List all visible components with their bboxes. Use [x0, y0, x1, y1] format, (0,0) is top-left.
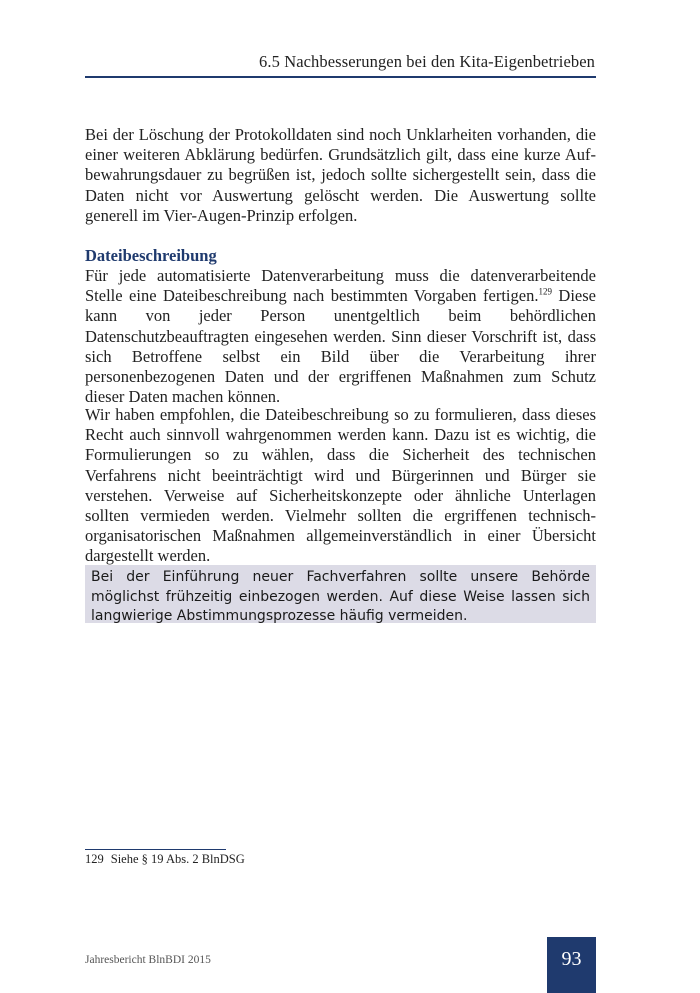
paragraph-dateibeschreibung-part2: Diese kann von jeder Person unentgeltlich beim behördlichen Datenschutzbeauftragten eingesehen werden. Sinn dieser Vorschrift ist, dass sich Betroffene selbst ein Bild über die Verarbeitung ihrer personenbezogenen Daten und der ergriffenen Maßnahmen zum Schutz dieser Daten machen können.: [85, 286, 596, 407]
recommendation-text: Bei der Einführung neuer Fachverfahren sollte unsere Behörde möglichst frühzeitig einbezogen werden. Auf diese Weise lassen sich langwierige Abstimmungsprozesse häufig vermeiden.: [91, 569, 590, 624]
paragraph-empfehlung: Wir haben empfohlen, die Dateibeschreibung so zu formulieren, dass dieses Recht auch sinnvoll wahrgenommen werden kann. Dazu ist es wichtig, die Formulierungen so zu wählen, dass die Sicherheit des technischen Verfahrens nicht beeinträchtigt wird und Bürgerinnen und Bürger sie verstehen. Verweise auf Sicherheitskonzepte oder ähnliche Unterlagen sollten vermieden werden. Vielmehr sollten die ergriffenen technisch-organisatorischen Maßnahmen allgemeinverständlich in einer Übersicht dargestellt werden.: [85, 405, 596, 566]
footnote: [85, 852, 245, 867]
footer-publication: Jahresbericht BlnBDI 2015: [85, 954, 211, 966]
footnote-reference[interactable]: 129: [538, 286, 552, 297]
footnote-rule: [85, 849, 226, 850]
header-rule: [85, 76, 596, 78]
paragraph-dateibeschreibung: [85, 266, 596, 407]
footnote-text: Siehe § 19 Abs. 2 BlnDSG: [110, 852, 245, 866]
section-heading: Dateibeschreibung: [85, 246, 217, 265]
footnote-number: 129: [85, 852, 104, 866]
recommendation-box: [85, 565, 596, 623]
running-header: 6.5 Nachbesserungen bei den Kita-Eigenbetrieben: [259, 52, 595, 71]
page-number: 93: [547, 937, 596, 993]
paragraph-protokolldaten: Bei der Löschung der Protokolldaten sind noch Unklarheiten vorhanden, die einer weiteren Abklärung bedürfen. Grundsätzlich gilt, dass eine kurze Aufbewahrungsdauer zu begrüßen ist, jedoch sollte sichergestellt sein, dass die Daten nicht vor Auswertung gelöscht werden. Die Auswertung sollte generell im Vier-Augen-Prinzip erfolgen.: [85, 125, 596, 225]
paragraph-dateibeschreibung-part1: Für jede automatisierte Datenverarbeitung muss die datenverarbeitende Stelle eine Dateibeschreibung nach bestimmten Vorgaben fertigen.: [85, 266, 596, 306]
